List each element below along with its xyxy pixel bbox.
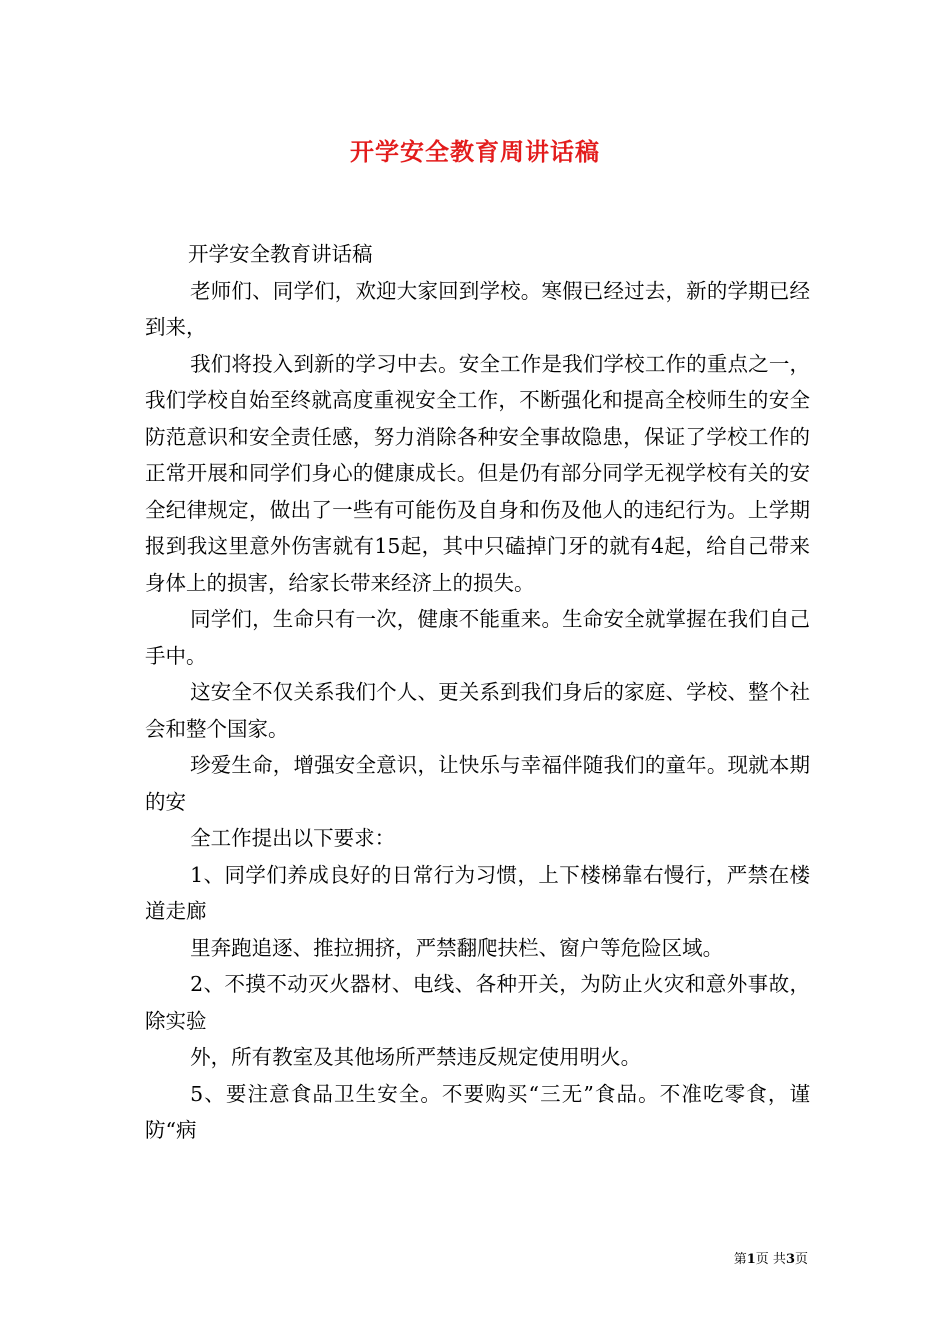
page-number-footer (734, 1248, 808, 1267)
paragraph: 老师们、同学们，欢迎大家回到学校。寒假已经过去，新的学期已经到来， (145, 278, 810, 339)
paragraph: 1、同学们养成良好的日常行为习惯，上下楼梯靠右慢行，严禁在楼道走廊 (145, 862, 810, 923)
footer-middle: 页 共 (755, 1252, 786, 1267)
paragraph: 2、不摸不动灭火器材、电线、各种开关，为防止火灾和意外事故，除实验 (145, 972, 810, 1033)
document-body (145, 236, 810, 1149)
paragraph: 里奔跑追逐、推拉拥挤，严禁翻爬扶栏、窗户等危险区域。 (190, 935, 724, 960)
paragraph: 5、要注意食品卫生安全。不要购买“三无”食品。不准吃零食，谨防“病 (145, 1081, 810, 1142)
paragraph: 外，所有教室及其他场所严禁违反规定使用明火。 (190, 1045, 642, 1069)
paragraph: 我们将投入到新的学习中去。安全工作是我们学校工作的重点之一，我们学校自始至终就高度重视安全工作，不断强化和提高全校师生的安全防范意识和安全责任感，努力消除各种安全事故隐患，保证了学校工作的正常开展和同学们身心的健康成长。但是仍有部分同学无视学校有关的安全纪律规定，做出了一些有可能伤及自身和伤及他人的违纪行为。上学期报到我这里意外伤害就有15起，其中只磕掉门牙的就有4起，给自己带来身体上的损害，给家长带来经济上的损失。 (145, 351, 810, 595)
paragraph: 全工作提出以下要求： (190, 826, 396, 850)
paragraph: 这安全不仅关系我们个人、更关系到我们身后的家庭、学校、整个社会和整个国家。 (145, 680, 810, 741)
paragraph: 同学们，生命只有一次，健康不能重来。生命安全就掌握在我们自己手中。 (145, 607, 810, 668)
paragraph: 珍爱生命，增强安全意识，让快乐与幸福伴随我们的童年。现就本期的安 (145, 753, 810, 814)
section-heading: 开学安全教育讲话稿 (188, 242, 373, 266)
footer-prefix: 第 (733, 1252, 747, 1267)
footer-suffix: 页 (794, 1252, 808, 1267)
document-title: 开学安全教育周讲话稿 (350, 137, 600, 166)
total-page-count: 3 (785, 1252, 795, 1267)
current-page-number: 1 (746, 1252, 756, 1267)
